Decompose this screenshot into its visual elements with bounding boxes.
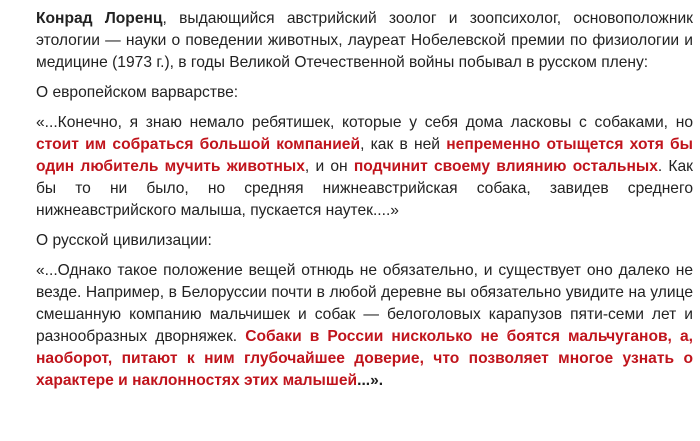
quote-highlight: Собаки в России нисколько не боятся мальчуганов, а, наоборот, питают к ним глубочайшее доверие, что позволяет многое узнать о характере и наклонностях этих малышей <box>36 328 693 389</box>
quote-highlight: подчинит своему влиянию остальных <box>353 158 658 175</box>
quote-segment: «...Однако такое положение вещей отнюдь не обязательно, и существует оно далеко не везде. Например, в Белоруссии почти в любой деревне вы обязательно увидите на улице смешанную компанию мальчишек и собак — белоголовых карапузов пяти-семи лет и разнообразных дворняжек. <box>36 262 693 345</box>
quote-highlight: стоит им собраться большой компанией <box>36 136 361 153</box>
quote-segment: . Как бы то ни было, но средняя нижнеавстрийская собака, завидев среднего нижнеавстрийского малыша, пускается наутек....» <box>36 158 693 219</box>
intro-text: , выдающийся австрийский зоолог и зоопсихолог, основоположник этологии — науки о поведении животных, лауреат Нобелевской премии по физиологии и медицине (1973 г.), в годы Великой Отечественной войны побывал в русском плену: <box>36 10 693 71</box>
quote-segment: , и он <box>304 158 354 175</box>
quote-ending: ...». <box>357 372 384 389</box>
author-name: Конрад Лоренц <box>36 10 163 27</box>
section-heading-european: О европейском варварстве: <box>36 84 239 101</box>
article <box>36 8 693 392</box>
intro-paragraph <box>36 8 693 74</box>
quote-highlight: непременно отыщется хотя бы один любитель мучить животных <box>36 136 693 175</box>
quote-russian <box>36 260 693 392</box>
section-heading-russian: О русской цивилизации: <box>36 232 212 249</box>
quote-segment: «...Конечно, я знаю немало ребятишек, которые у себя дома ласковы с собаками, но <box>36 114 693 131</box>
quote-segment: , как в ней <box>360 136 447 153</box>
quote-european <box>36 112 693 222</box>
